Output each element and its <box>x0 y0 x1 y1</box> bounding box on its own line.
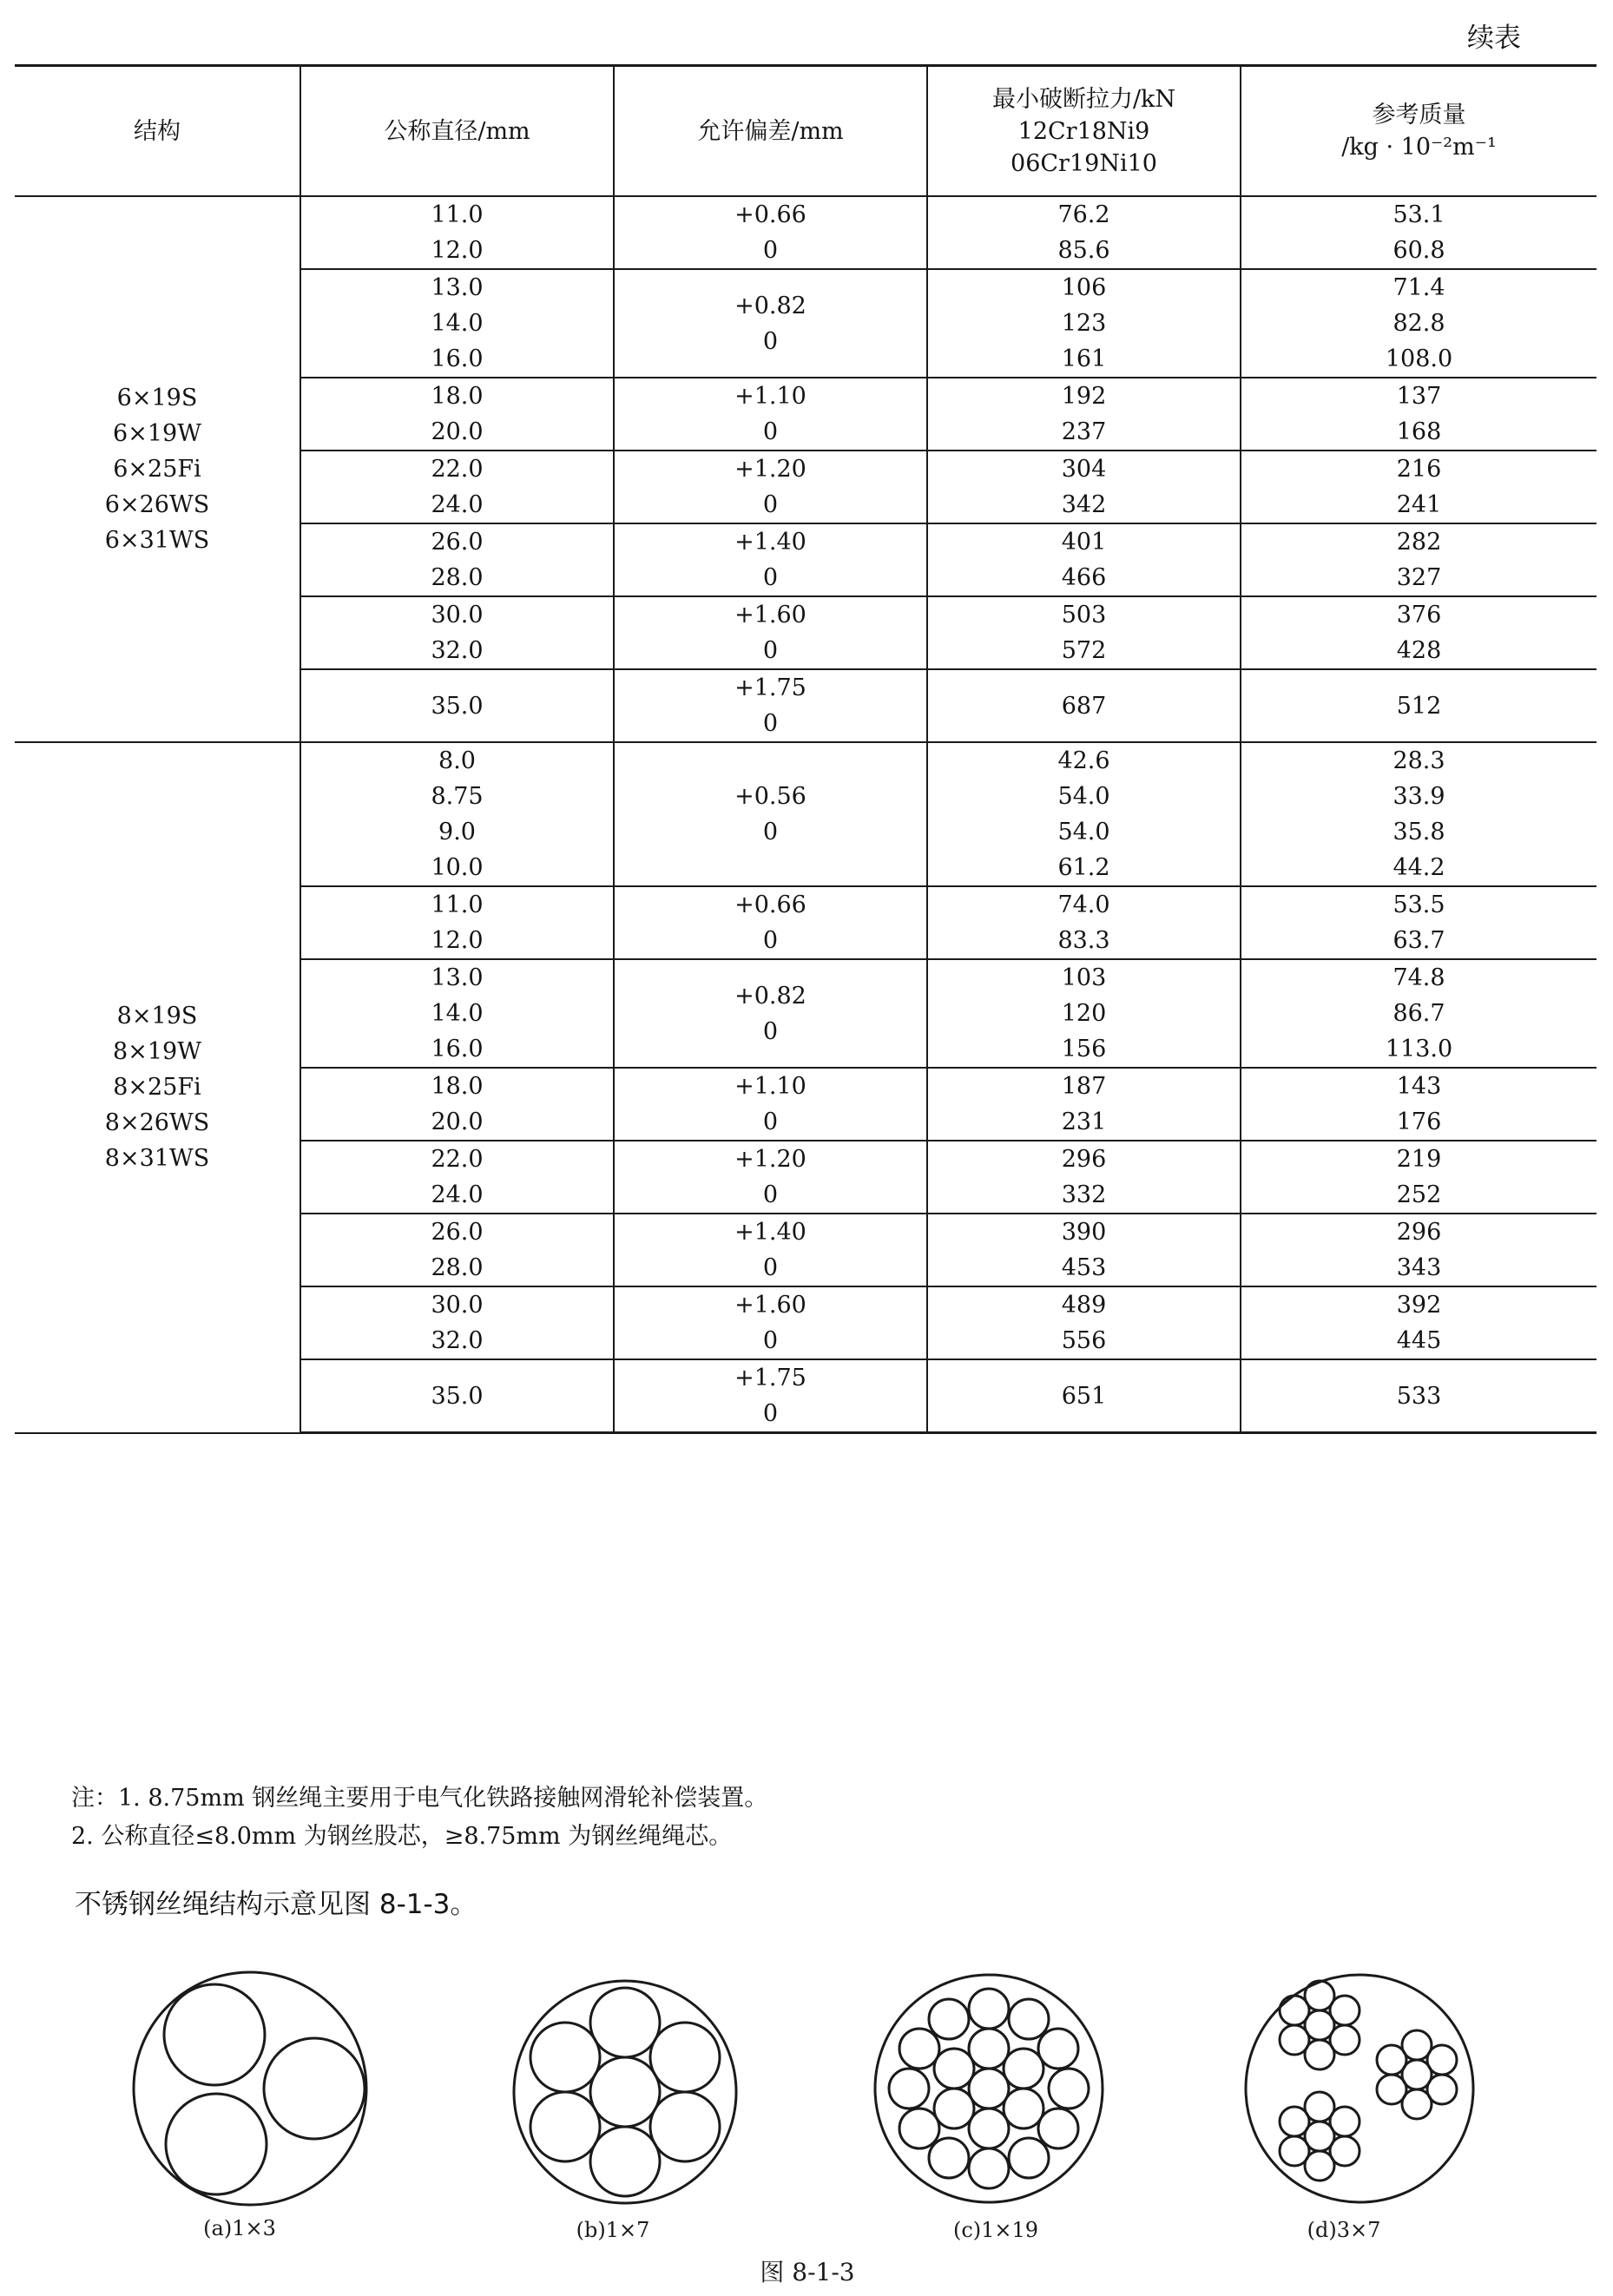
cell-value: 0 <box>762 1017 779 1045</box>
cell-value: 26.0 <box>431 1219 484 1246</box>
cell-value: 54.0 <box>1057 819 1110 845</box>
structure-label: 8×25Fi <box>113 1074 201 1102</box>
cell-value: 192 <box>1061 383 1107 410</box>
cell-value: 156 <box>1061 1036 1107 1062</box>
cell-value: 108.0 <box>1385 345 1453 372</box>
cell-value: 0 <box>762 237 779 264</box>
cell-value: 503 <box>1061 602 1107 628</box>
figure-title: 图 8-1-3 <box>760 2258 855 2286</box>
cell-value: 231 <box>1061 1109 1107 1135</box>
cell-value: 13.0 <box>431 274 484 301</box>
structure-label: 8×31WS <box>104 1145 210 1173</box>
header-structure: 结构 <box>15 66 300 197</box>
cell-value: 20.0 <box>431 1109 484 1135</box>
header-tolerance: 允许偏差/mm <box>614 66 927 197</box>
figure-intro-text: 不锈钢丝绳结构示意见图 8-1-3。 <box>75 1889 477 1920</box>
note-line: 2. 公称直径≤8.0mm 为钢丝股芯，≥8.75mm 为钢丝绳绳芯。 <box>71 1823 733 1850</box>
cell-value: 24.0 <box>431 1181 484 1208</box>
cell-value: 533 <box>1396 1382 1442 1410</box>
cell-value: 512 <box>1396 692 1442 720</box>
cell-value: 11.0 <box>431 891 484 918</box>
cell-value: 32.0 <box>431 1327 484 1354</box>
cell-value: 123 <box>1061 310 1107 337</box>
cell-value: 651 <box>1061 1382 1107 1410</box>
cell-value: 8.75 <box>431 783 484 810</box>
cell-value: 14.0 <box>431 310 484 337</box>
cell-value: 120 <box>1061 1000 1107 1027</box>
cell-value: 86.7 <box>1392 1000 1445 1027</box>
cell-value: 53.5 <box>1392 891 1445 918</box>
cell-value: 0 <box>762 819 779 845</box>
cell-value: 83.3 <box>1057 927 1110 954</box>
cell-value: 35.8 <box>1392 819 1445 845</box>
cell-value: 26.0 <box>431 529 484 556</box>
cell-value: 22.0 <box>431 456 484 483</box>
cell-value: 0 <box>762 418 779 445</box>
cell-value: 390 <box>1061 1219 1107 1246</box>
cell-value: 71.4 <box>1392 274 1445 301</box>
cell-value: 687 <box>1061 692 1107 720</box>
cell-value: 216 <box>1396 456 1442 483</box>
cell-value: 187 <box>1061 1073 1107 1100</box>
cell-value: 18.0 <box>431 383 484 410</box>
rope-3x7-diagram <box>1246 1975 1473 2202</box>
cell-value: +0.82 <box>734 982 806 1010</box>
cell-value: 33.9 <box>1392 783 1445 810</box>
structure-label: 8×26WS <box>104 1109 210 1137</box>
cell-value: 60.8 <box>1392 237 1445 264</box>
cell-value: 401 <box>1061 529 1107 556</box>
cell-value: 103 <box>1061 964 1107 991</box>
cell-value: 28.0 <box>431 564 484 591</box>
cell-value: 342 <box>1061 491 1107 518</box>
cell-value: +1.20 <box>734 1146 806 1173</box>
cell-value: 44.2 <box>1392 854 1445 881</box>
cell-value: 327 <box>1396 564 1442 591</box>
cell-value: 113.0 <box>1385 1036 1453 1062</box>
cell-value: 143 <box>1396 1073 1442 1100</box>
cell-value: +0.82 <box>734 292 806 319</box>
rope-1x3-diagram <box>134 1972 366 2205</box>
cell-value: 30.0 <box>431 602 484 628</box>
cell-value: +1.10 <box>734 1073 806 1100</box>
structure-label: 6×19W <box>113 420 201 447</box>
header-breaking-force-line: 12Cr18Ni9 <box>1017 117 1150 145</box>
cell-value: 0 <box>762 1109 779 1135</box>
caption-3x7: (d)3×7 <box>1307 2218 1381 2242</box>
rope-1x7-diagram <box>514 1981 736 2203</box>
cell-value: +1.60 <box>734 602 806 628</box>
structure-label: 6×25Fi <box>113 456 201 483</box>
cell-value: 61.2 <box>1057 854 1110 881</box>
note-line: 注：1. 8.75mm 钢丝绳主要用于电气化铁路接触网滑轮补偿装置。 <box>71 1785 768 1812</box>
caption-1x3: (a)1×3 <box>203 2216 276 2240</box>
cell-value: 0 <box>762 637 779 664</box>
cell-value: 0 <box>762 710 779 737</box>
strand <box>1280 1981 1360 2069</box>
structure-label: 6×19S <box>116 385 198 411</box>
cell-value: 14.0 <box>431 1000 484 1027</box>
structure-label: 8×19W <box>113 1038 201 1066</box>
cell-value: 42.6 <box>1057 747 1110 774</box>
cell-value: 556 <box>1061 1327 1107 1354</box>
cell-value: 466 <box>1061 564 1107 591</box>
cell-value: 304 <box>1061 456 1107 483</box>
cell-value: 296 <box>1061 1146 1107 1173</box>
header-breaking-force-line: 最小破断拉力/kN <box>991 85 1176 113</box>
cell-value: 0 <box>762 1254 779 1281</box>
cell-value: 572 <box>1061 637 1107 664</box>
cell-value: 30.0 <box>431 1292 484 1319</box>
strand <box>1280 2092 1360 2181</box>
cell-value: +1.60 <box>734 1292 806 1319</box>
cell-value: 428 <box>1396 637 1442 664</box>
structure-label: 8×19S <box>116 1003 198 1030</box>
cell-value: +1.75 <box>734 674 806 701</box>
cell-value: 392 <box>1396 1292 1442 1319</box>
cell-value: 16.0 <box>431 1036 484 1062</box>
cell-value: 137 <box>1396 383 1442 410</box>
cell-value: 453 <box>1061 1254 1107 1281</box>
cell-value: 0 <box>762 1400 779 1427</box>
cell-value: 28.0 <box>431 1254 484 1281</box>
cell-value: 24.0 <box>431 491 484 518</box>
cell-value: 12.0 <box>431 927 484 954</box>
cell-value: 445 <box>1396 1327 1442 1354</box>
cell-value: 0 <box>762 1181 779 1208</box>
cell-value: 168 <box>1396 418 1442 445</box>
cell-value: 85.6 <box>1057 237 1110 264</box>
strand <box>1377 2030 1457 2119</box>
cell-value: 332 <box>1061 1181 1107 1208</box>
caption-1x19: (c)1×19 <box>952 2218 1039 2242</box>
cell-value: 252 <box>1396 1181 1442 1208</box>
cell-value: 0 <box>762 927 779 954</box>
structure-label: 6×26WS <box>104 491 210 518</box>
cell-value: 241 <box>1396 491 1442 518</box>
cell-value: +1.10 <box>734 383 806 410</box>
cell-value: 20.0 <box>431 418 484 445</box>
cell-value: 0 <box>762 1327 779 1354</box>
cell-value: 8.0 <box>438 747 476 774</box>
cell-value: 22.0 <box>431 1146 484 1173</box>
cell-value: +0.56 <box>734 783 806 810</box>
cell-value: 0 <box>762 327 779 355</box>
cell-value: 0 <box>762 491 779 518</box>
cell-value: 376 <box>1396 602 1442 628</box>
cell-value: 76.2 <box>1057 201 1110 228</box>
cell-value: 176 <box>1396 1109 1442 1135</box>
cell-value: 161 <box>1061 345 1107 372</box>
cell-value: 282 <box>1396 529 1442 556</box>
cell-value: 82.8 <box>1392 310 1445 337</box>
cell-value: 11.0 <box>431 201 484 228</box>
cell-value: 13.0 <box>431 964 484 991</box>
continued-table-label: 续表 <box>1467 23 1521 54</box>
cell-value: +0.66 <box>734 891 806 918</box>
cell-value: 106 <box>1061 274 1107 301</box>
cell-value: 53.1 <box>1392 201 1445 228</box>
cell-value: 74.0 <box>1057 891 1110 918</box>
cell-value: 32.0 <box>431 637 484 664</box>
structure-label: 6×31WS <box>104 527 210 554</box>
header-mass-line: /kg · 10⁻²m⁻¹ <box>1341 134 1497 161</box>
header-breaking-force-line: 06Cr19Ni10 <box>1011 149 1157 177</box>
cell-value: 16.0 <box>431 345 484 372</box>
cell-value: 35.0 <box>431 1382 484 1410</box>
cell-value: 343 <box>1396 1254 1442 1281</box>
cell-value: +0.66 <box>734 201 806 228</box>
caption-1x7: (b)1×7 <box>576 2218 650 2242</box>
cell-value: 237 <box>1061 418 1107 445</box>
cell-value: 0 <box>762 564 779 591</box>
cell-value: +1.75 <box>734 1365 806 1391</box>
cell-value: 18.0 <box>431 1073 484 1100</box>
cell-value: 12.0 <box>431 237 484 264</box>
cell-value: 63.7 <box>1392 927 1445 954</box>
cell-value: 296 <box>1396 1219 1442 1246</box>
cell-value: 35.0 <box>431 692 484 720</box>
cell-value: 54.0 <box>1057 783 1110 810</box>
cell-value: +1.40 <box>734 1219 806 1246</box>
cell-value: 489 <box>1061 1292 1107 1319</box>
cell-value: 74.8 <box>1392 964 1445 991</box>
cell-value: +1.40 <box>734 529 806 556</box>
header-mass-line: 参考质量 <box>1372 102 1466 128</box>
cell-value: 10.0 <box>431 854 484 881</box>
cell-value: 219 <box>1396 1146 1442 1173</box>
cell-value: +1.20 <box>734 456 806 483</box>
cell-value: 28.3 <box>1392 747 1445 774</box>
cell-value: 9.0 <box>438 819 476 845</box>
rope-1x19-diagram <box>875 1975 1103 2202</box>
header-nominal-diameter: 公称直径/mm <box>300 66 614 197</box>
